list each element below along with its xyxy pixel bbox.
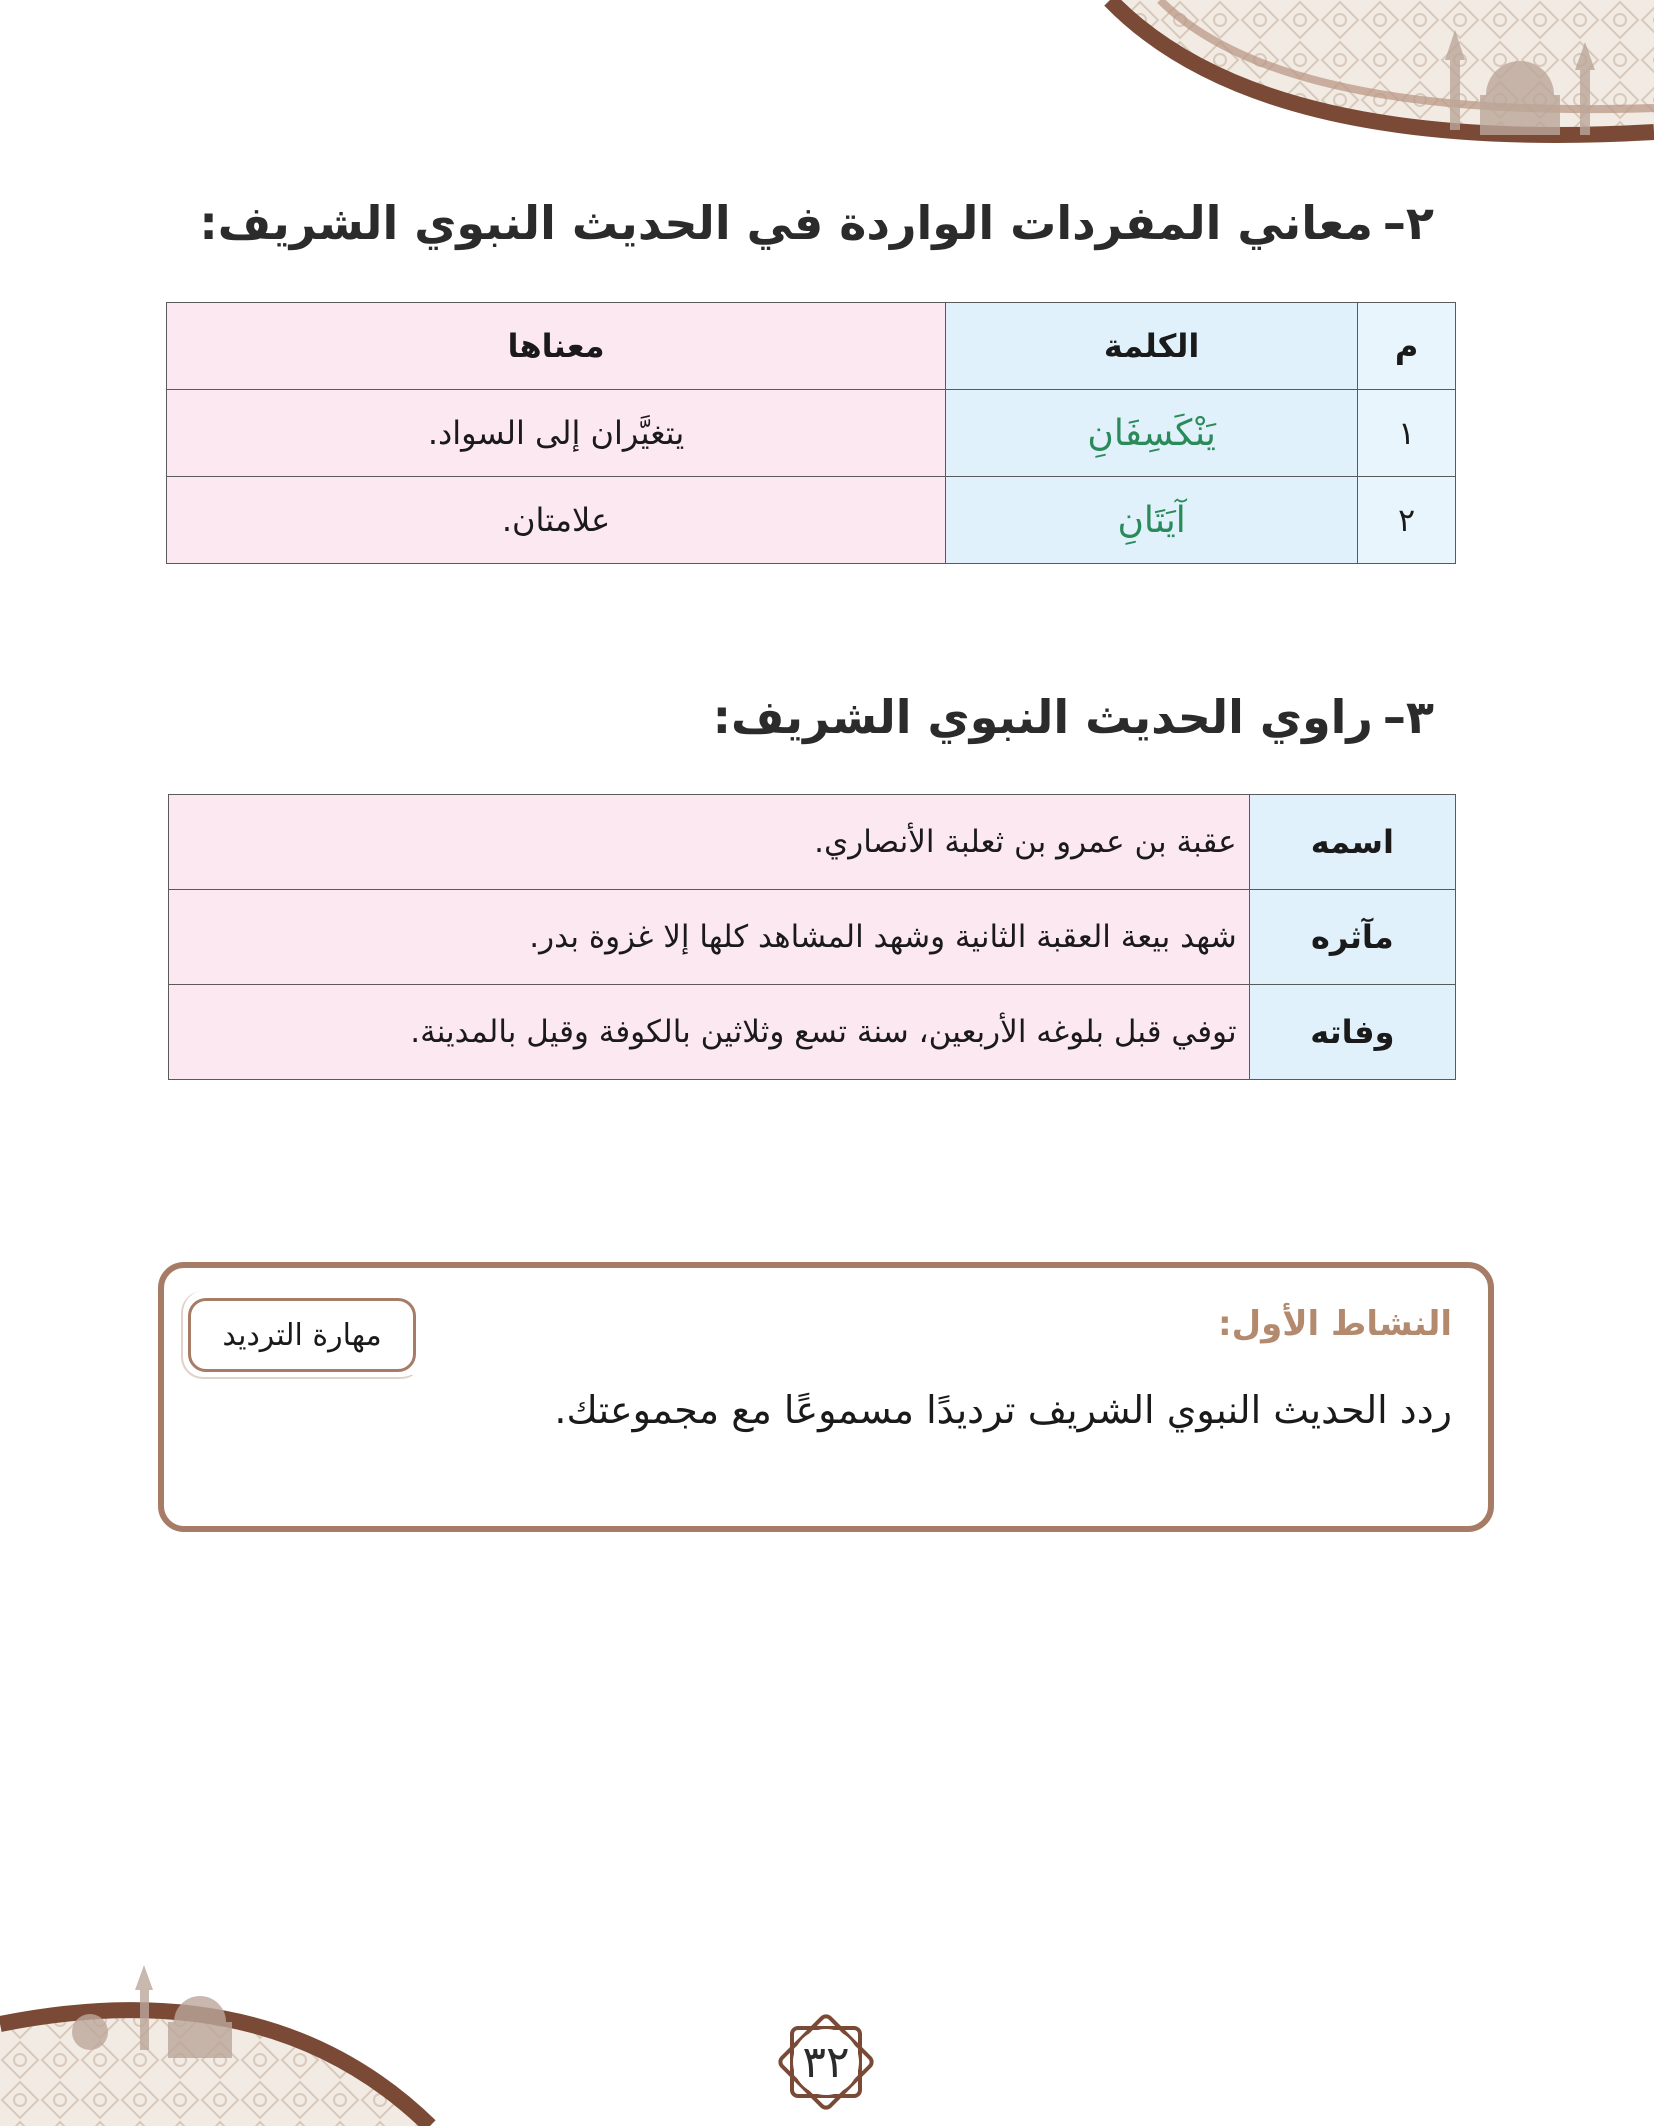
narrator-label: وفاته bbox=[1249, 985, 1455, 1080]
activity-instruction: ردد الحديث النبوي الشريف ترديدًا مسموعًا مع مجموعتك. bbox=[554, 1388, 1452, 1432]
narrator-label: اسمه bbox=[1249, 795, 1455, 890]
table-row bbox=[169, 985, 1456, 1080]
narrator-value: توفي قبل بلوغه الأربعين، سنة تسع وثلاثين بالكوفة وقيل بالمدينة. bbox=[169, 985, 1250, 1080]
vocab-table bbox=[166, 302, 1456, 564]
vocab-header-meaning: معناها bbox=[167, 303, 946, 390]
top-decoration bbox=[1080, 0, 1654, 160]
vocab-header-word: الكلمة bbox=[946, 303, 1358, 390]
table-row bbox=[169, 890, 1456, 985]
page-number: ٣٢ bbox=[802, 2036, 850, 2088]
table-row bbox=[169, 795, 1456, 890]
narrator-value: شهد بيعة العقبة الثانية وشهد المشاهد كلها إلا غزوة بدر. bbox=[169, 890, 1250, 985]
narrator-value: عقبة بن عمرو بن ثعلبة الأنصاري. bbox=[169, 795, 1250, 890]
narrator-label: مآثره bbox=[1249, 890, 1455, 985]
narrator-section-number: ٣– bbox=[1382, 690, 1434, 744]
narrator-table bbox=[168, 794, 1456, 1080]
vocab-row-meaning: علامتان. bbox=[167, 477, 946, 564]
activity-box bbox=[158, 1262, 1494, 1532]
vocab-section-title bbox=[199, 196, 1434, 250]
narrator-section-title bbox=[713, 690, 1434, 744]
vocab-section-title-text: معاني المفردات الواردة في الحديث النبوي الشريف: bbox=[199, 196, 1373, 250]
vocab-row-index: ١ bbox=[1358, 390, 1456, 477]
skill-badge: مهارة الترديد bbox=[188, 1298, 416, 1372]
vocab-header-row bbox=[167, 303, 1456, 390]
vocab-row-word: آيَتَانِ bbox=[946, 477, 1358, 564]
table-row bbox=[167, 390, 1456, 477]
bottom-decoration bbox=[0, 1960, 440, 2126]
table-row bbox=[167, 477, 1456, 564]
vocab-section-number: ٢– bbox=[1382, 196, 1434, 250]
activity-title: النشاط الأول: bbox=[1217, 1304, 1452, 1344]
vocab-row-meaning: يتغيَّران إلى السواد. bbox=[167, 390, 946, 477]
vocab-row-index: ٢ bbox=[1358, 477, 1456, 564]
vocab-header-index: م bbox=[1358, 303, 1456, 390]
vocab-row-word: يَنْكَسِفَانِ bbox=[946, 390, 1358, 477]
narrator-section-title-text: راوي الحديث النبوي الشريف: bbox=[712, 690, 1373, 744]
